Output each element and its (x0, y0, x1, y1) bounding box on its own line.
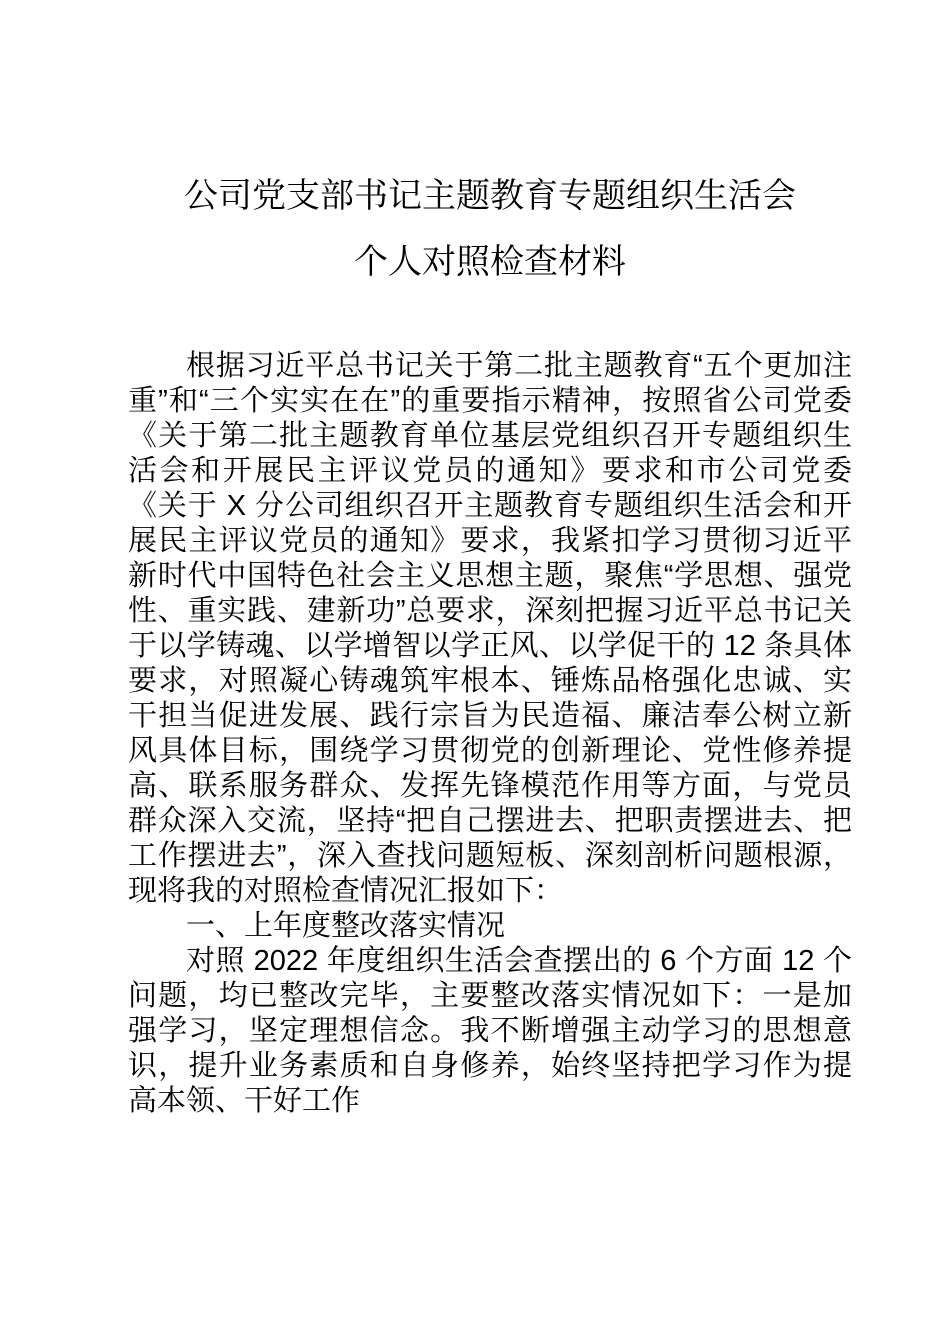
document-body (128, 349, 852, 1119)
title-line-1: 公司党支部书记主题教育专题组织生活会 (184, 177, 796, 215)
section-heading-1: 一、上年度整改落实情况 (186, 910, 506, 942)
paragraph-intro: 根据习近平总书记关于第二批主题教育“五个更加注重”和“三个实实在在”的重要指示精神，按照省公司党委《关于第二批主题教育单位基层党组织召开专题组织生活会和开展民主评议党员的通知》要求和市公司党委《关于 X 分公司组织召开主题教育专题组织生活会和开展民主评议党员的通知》要求，我紧扣学习贯彻习近平新时代中国特色社会主义思想主题，聚焦“学思想、强党性、重实践、建新功”总要求，深刻把握习近平总书记关于以学铸魂、以学增智以学正风、以学促干的 12 条具体要求，对照凝心铸魂筑牢根本、锤炼品格强化忠诚、实干担当促进发展、践行宗旨为民造福、廉洁奉公树立新风具体目标，围绕学习贯彻党的创新理论、党性修养提高、联系服务群众、发挥先锋模范作用等方面，与党员群众深入交流，坚持“把自己摆进去、把职责摆进去、把工作摆进去”，深入查找问题短板、深刻剖析问题根源，现将我的对照检查情况汇报如下： (128, 350, 852, 907)
paragraph-section-1: 对照 2022 年度组织生活会查摆出的 6 个方面 12 个问题，均已整改完毕，主要整改落实情况如下：一是加强学习，坚定理想信念。我不断增强主动学习的思想意识，提升业务素质和自身修养，始终坚持把学习作为提高本领、干好工作 (128, 945, 852, 1117)
document-title (128, 163, 852, 295)
title-line-2: 个人对照检查材料 (354, 243, 626, 281)
